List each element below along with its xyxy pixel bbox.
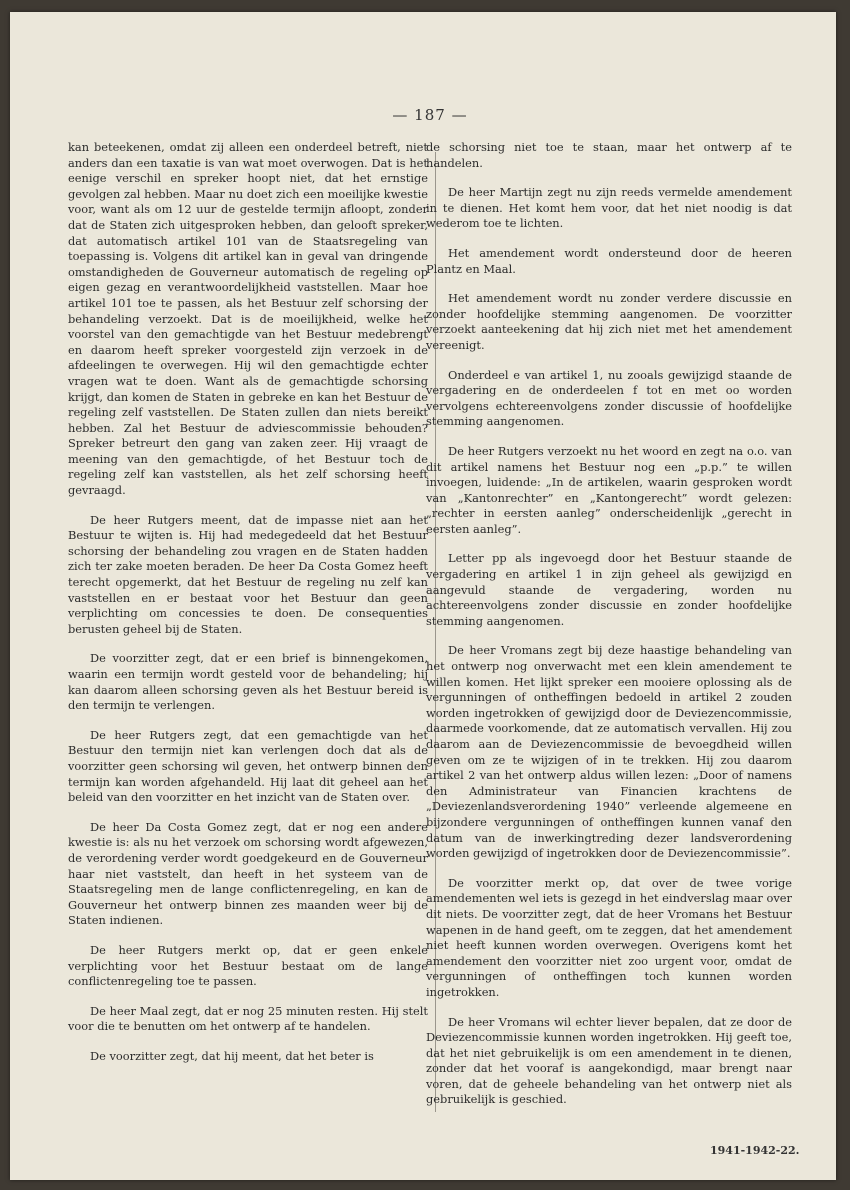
paragraph: De heer Vromans zegt bij deze haastige behandeling van het ontwerp nog onverwacht met een klein amendement te willen komen. Het lijkt spreker een mooiere oplossing als de vergunningen of ontheffingen bedoeld in artikel 2 zouden worden ingetrokken of gewijzigd door de Deviezencommissie, daarmede voorkomende, dat ze automatisch vervallen. Hij zou daarom aan de Deviezencommissie de bevoegdheid willen geven om ze te wijzigen of in te trekken. Hij zou daarom artikel 2 van het ontwerp aldus willen lezen: „Door of namens den Administrateur van Financien krachtens de „Deviezenlandsverordening 1940” verleende algemeene en bijzondere vergunningen of ontheffingen kunnen vanaf den datum van de inwerkingtreding dezer landsverordening worden gewijzigd of ingetrokken door de Deviezencommissie”. [426,643,792,861]
paragraph: De heer Rutgers meent, dat de impasse niet aan het Bestuur te wijten is. Hij had medegedeeld dat het Bestuur schorsing der behandeling zou vragen en de Staten hadden zich ter zake moeten beraden. De heer Da Costa Gomez heeft terecht opgemerkt, dat het Bestuur de regeling nu zelf kan vaststellen en er bestaat voor het Bestuur dan geen verplichting om concessies te doen. De consequenties berusten geheel bij de Staten. [68,512,428,636]
paragraph: De heer Rutgers verzoekt nu het woord en zegt na o.o. van dit artikel namens het Bestuur nog een „p.p.” te willen invoegen, luidende: „In de artikelen, waarin gesproken wordt van „Kantonrechter” en „Kantongerecht” wordt gelezen: „rechter in eersten aanleg” onderscheidenlijk „gerecht in eersten aanleg”. [426,443,792,536]
paragraph: De heer Martijn zegt nu zijn reeds vermelde amendement in te dienen. Het komt hem voor, dat het niet noodig is dat wederom toe te lichten. [426,185,792,231]
right-column [426,140,792,1122]
paragraph: De heer Rutgers merkt op, dat er geen enkele verplichting voor het Bestuur bestaat om de lange conflictenregeling toe te passen. [68,942,428,989]
paragraph: De voorzitter zegt, dat hij meent, dat het beter is [90,1048,374,1063]
paragraph: De voorzitter merkt op, dat over de twee vorige amendementen wel iets is gezegd in het eindverslag maar over dit niets. De voorzitter zegt, dat de heer Vromans het Bestuur wapenen in de hand geeft, om te zeggen, dat het amendement niet heeft kunnen worden overwegen. Overigens komt het amendement den voorzitter niet zoo urgent voor, omdat de vergunningen of ontheffingen toch kunnen worden ingetrokken. [426,875,792,999]
page-number: — 187 — [392,106,468,124]
footer-reference: 1941-1942-22. [710,1144,800,1157]
paragraph: de schorsing niet toe te staan, maar het ontwerp af te handelen. [426,140,792,170]
paragraph: kan beteekenen, omdat zij alleen een onderdeel betreft, niet anders dan een taxatie is van wat moet overwogen. Dat is het eenige verschil en spreker hoopt niet, dat het ernstige gevolgen zal hebben. Maar nu doet zich een moeilijke kwestie voor, want als om 12 uur de gestelde termijn afloopt, zonder dat de Staten zich uitgesproken hebben, dan gelooft spreker, dat automatisch artikel 101 van de Staatsregeling van toepassing is. Volgens dit artikel kan in geval van dringende omstandigheden de Gouverneur automatisch de regeling op eigen gezag en verantwoordelijkheid vaststellen. Maar hoe artikel 101 toe te passen, als het Bestuur zelf schorsing der behandeling verzoekt. Dat is de moeilijkheid, welke het voorstel van den gemachtigde van het Bestuur medebrengt en daarom heeft spreker voorgesteld zijn verzoek in de afdeelingen te overwegen. Hij wil den gemachtigde echter vragen wat te doen. Want als de gemachtigde schorsing krijgt, dan komen de Staten in gebreke en kan het Bestuur de regeling zelf vaststellen. De Staten zullen dan niets bereikt hebben. Zal het Bestuur de adviescommissie behouden? Spreker betreurt den gang van zaken zeer. Hij vraagt de meening van den gemachtigde, of het Bestuur toch de regeling zelf kan vaststellen, als het zelf schorsing heeft gevraagd. [68,140,428,498]
paragraph: Letter pp als ingevoegd door het Bestuur staande de vergadering en artikel 1 in zijn geheel als gewijzigd en aangevuld staande de vergadering, worden nu achtereenvolgens zonder discussie en zonder hoofdelijke stemming aangenomen. [426,551,792,628]
paragraph: Het amendement wordt nu zonder verdere discussie en zonder hoofdelijke stemming aangenomen. De voorzitter verzoekt aanteekening dat hij zich niet met het amendement vereenigt. [426,291,792,352]
paragraph: De voorzitter zegt, dat er een brief is binnengekomen, waarin een termijn wordt gesteld voor de behandeling; hij kan daarom alleen schorsing geven als het Bestuur bereid is den termijn te verlengen. [68,651,428,713]
paragraph: Onderdeel e van artikel 1, nu zooals gewijzigd staande de vergadering en de onderdeelen f tot en met oo worden vervolgens echtereenvolgens zonder discussie of hoofdelijke stemming aangenomen. [426,367,792,429]
document-page [10,12,836,1180]
left-column [68,140,428,1078]
paragraph: De heer Da Costa Gomez zegt, dat er nog een andere kwestie is: als nu het verzoek om schorsing wordt afgewezen, de verordening verder wordt goedgekeurd en de Gouverneur haar niet vaststelt, dan heeft in het systeem van de Staatsregeling men de lange conflictenregeling, en kan de Gouverneur het ontwerp binnen zes maanden weer bij de Staten indienen. [68,819,428,928]
paragraph: De heer Rutgers zegt, dat een gemachtigde van het Bestuur den termijn niet kan verlengen doch dat als de voorzitter geen schorsing wil geven, het ontwerp binnen den termijn kan worden afgehandeld. Hij laat dit geheel aan het beleid van den voorzitter en het inzicht van de Staten over. [68,727,428,805]
paragraph: Het amendement wordt ondersteund door de heeren Plantz en Maal. [426,245,792,276]
paragraph: De heer Maal zegt, dat er nog 25 minuten resten. Hij stelt voor die te benutten om het ontwerp af te handelen. [68,1003,428,1034]
paragraph: De heer Vromans wil echter liever bepalen, dat ze door de Deviezencommissie kunnen worden ingetrokken. Hij geeft toe, dat het niet gebruikelijk is om een amendement in te dienen, zonder dat het vooraf is aangekondigd, maar brengt naar voren, dat de geheele behandeling van het ontwerp niet als gebruikelijk is geschied. [426,1014,792,1107]
